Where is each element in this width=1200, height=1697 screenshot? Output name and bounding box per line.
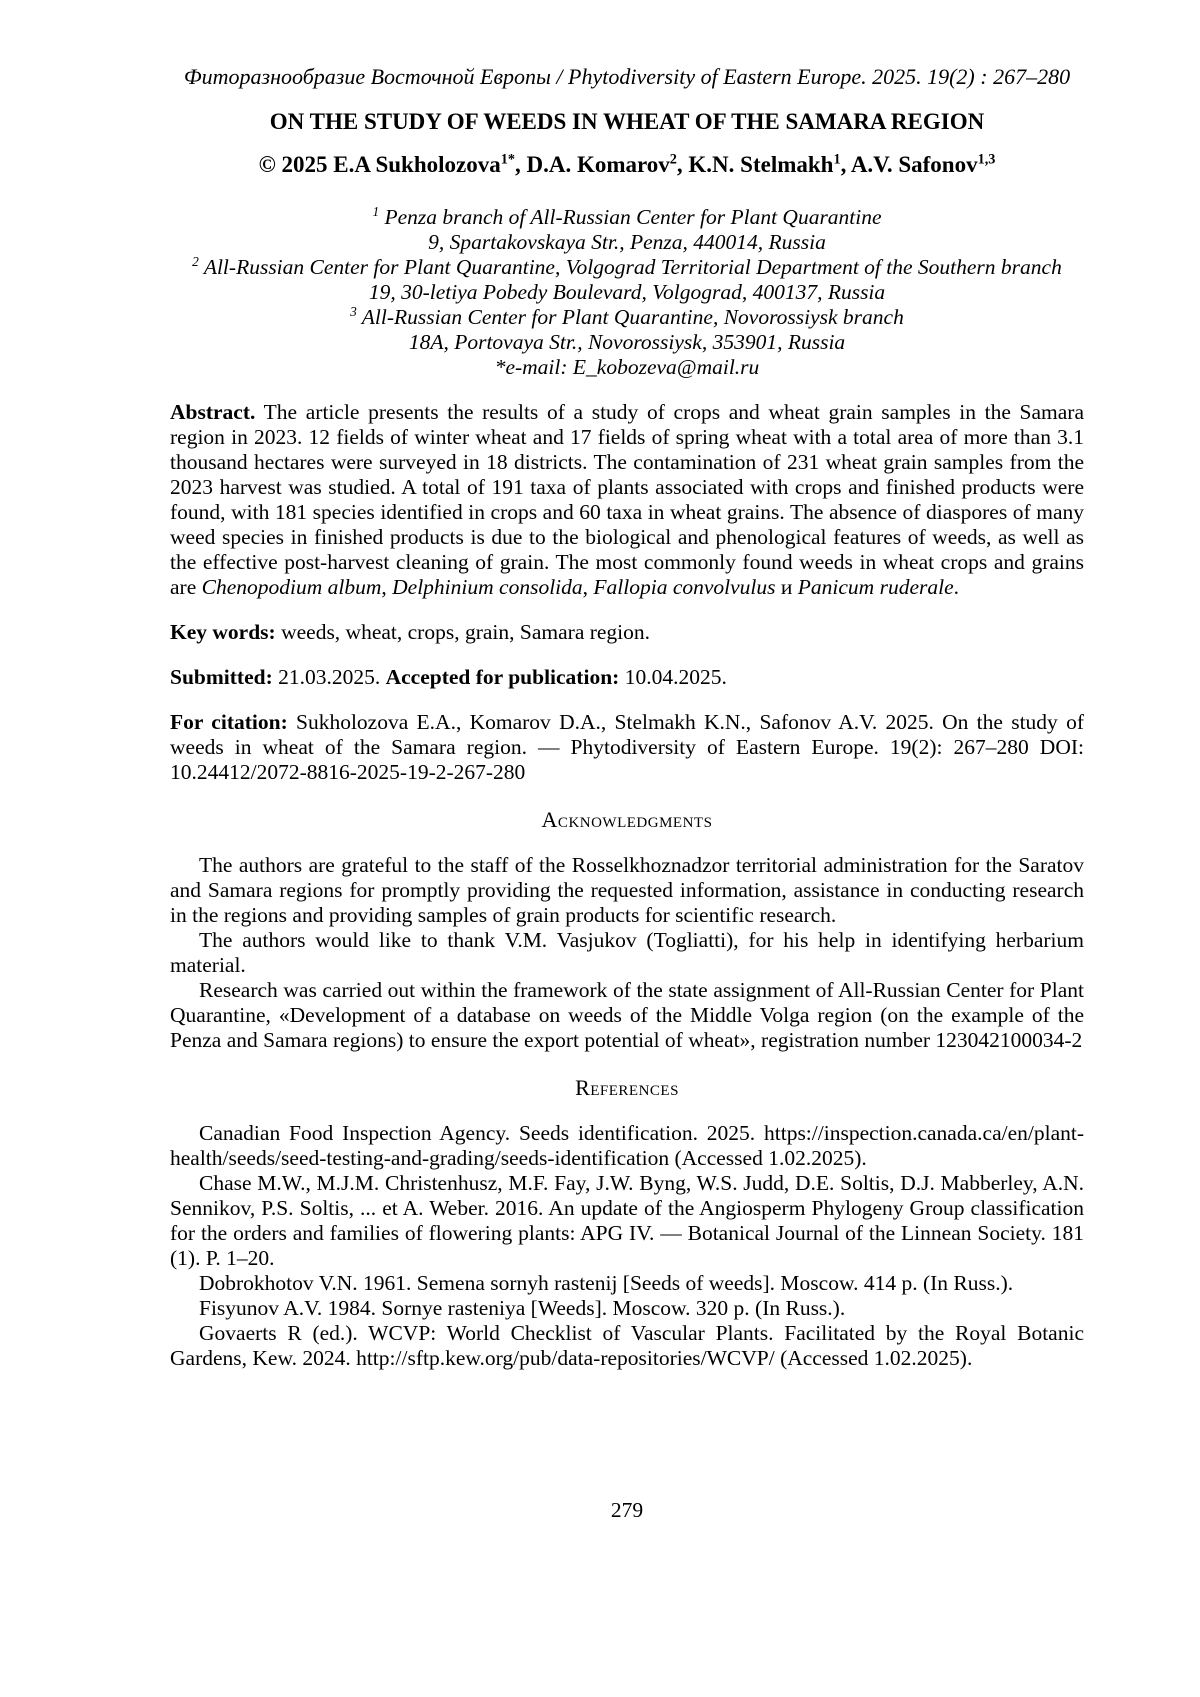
text-segment: , D.A. Komarov	[514, 152, 670, 177]
superscript-marker: 1	[372, 203, 380, 219]
acknowledgment-paragraph: The authors would like to thank V.M. Vasjukov (Togliatti), for his help in identifying herbarium material.	[170, 928, 1084, 977]
text-segment: Chenopodium album	[201, 575, 382, 599]
acknowledgment-paragraph: The authors are grateful to the staff of the Rosselkhoznadzor territorial administration for the Saratov and Samara regions for promptly providing the requested information, assistance in conducting research in the regions and providing samples of grain products for scientific research.	[170, 853, 1084, 927]
affiliation-line	[170, 355, 1084, 380]
superscript-marker: 2	[192, 253, 199, 269]
text-segment: Delphinium consolida	[392, 575, 583, 599]
text-segment: All-Russian Center for Plant Quarantine, Volgograd Territorial Department of the Southern branch	[198, 255, 1062, 279]
text-segment: The article presents the results of a study of crops and wheat grain samples in the Samara region in 2023. 12 fields of winter wheat and 17 fields of spring wheat with a total area of more than 3.1 thousand hectares were surveyed in 18 districts. The contamination of 231 wheat grain samples from the 2023 harvest was studied. A total of 191 taxa of plants associated with crops and finished products were found, with 181 species identified in crops and 60 taxa in wheat grains. The absence of diaspores of many weed species in finished products is due to the biological and phenological features of weeds, as well as the effective post-harvest cleaning of grain. The most commonly found weeds in wheat crops and grains are	[170, 400, 1084, 599]
text-segment: Accepted for publication:	[385, 665, 620, 689]
superscript-marker: 3	[350, 303, 357, 319]
reference-item: Fisyunov A.V. 1984. Sornye rasteniya [Weeds]. Moscow. 320 p. (In Russ.).	[199, 1296, 846, 1320]
journal-header: Фиторазнообразие Восточной Европы / Phytodiversity of Eastern Europe. 2025. 19(2) : 267–280	[183, 64, 1071, 89]
text-segment: ,	[381, 575, 393, 599]
affiliation-line	[170, 305, 1084, 330]
text-segment: .	[953, 575, 959, 599]
paper-title: ON THE STUDY OF WEEDS IN WHEAT OF THE SAMARA REGION	[269, 109, 985, 134]
reference-item: Chase M.W., M.J.M. Christenhusz, M.F. Fay, J.W. Byng, W.S. Judd, D.E. Soltis, D.J. Mabberley, A.N. Sennikov, P.S. Soltis, ... et A. Weber. 2016. An update of the Angiosperm Phylogeny Group classification for the orders and families of flowering plants: APG IV. — Botanical Journal of the Linnean Society. 181 (1). P. 1–20.	[170, 1171, 1084, 1270]
acknowledgments-section	[170, 853, 1084, 1053]
text-segment: All-Russian Center for Plant Quarantine, Novorossiysk branch	[356, 305, 904, 329]
text-segment: 10.04.2025.	[619, 665, 727, 689]
reference-list	[170, 1121, 1084, 1371]
reference-item: Canadian Food Inspection Agency. Seeds identification. 2025. https://inspection.canada.ca/en/plant-health/seeds/seed-testing-and-grading/seeds-identification (Accessed 1.02.2025).	[170, 1121, 1084, 1170]
acknowledgments-heading: Acknowledgments	[541, 807, 713, 832]
reference-item: Dobrokhotov V.N. 1961. Semena sornyh rastenij [Seeds of weeds]. Moscow. 414 p. (In Russ.).	[199, 1271, 1014, 1295]
acknowledgment-paragraph: Research was carried out within the framework of the state assignment of All-Russian Center for Plant Quarantine, «Development of a database on weeds of the Middle Volga region (on the example of the Penza and Samara regions) to ensure the export potential of wheat», registration number 123042100034-2	[170, 978, 1084, 1052]
affiliation-line	[170, 280, 1084, 305]
superscript-marker: 2	[669, 151, 677, 168]
page-number: 279	[610, 1498, 644, 1522]
affiliations-block	[170, 205, 1084, 380]
superscript-marker: 1,3	[977, 151, 996, 168]
text-segment: Key words:	[170, 620, 276, 644]
keywords-line	[170, 620, 1084, 645]
text-segment: Panicum ruderale	[797, 575, 954, 599]
text-segment: ,	[582, 575, 594, 599]
text-segment: и	[775, 575, 798, 599]
text-segment: Sukholozova E.A., Komarov D.A., Stelmakh K.N., Safonov A.V. 2025. On the study of weeds in wheat of the Samara region. — Phytodiversity of Eastern Europe. 19(2): 267–280 DOI: 10.24412/2072-8816-2025-19-2-267-280	[170, 710, 1084, 784]
citation-paragraph	[170, 710, 1084, 785]
text-segment: Penza branch of All-Russian Center for Plant Quarantine	[379, 205, 882, 229]
text-segment: Abstract.	[170, 400, 256, 424]
authors-line	[170, 151, 1084, 179]
text-segment: weeds, wheat, crops, grain, Samara region.	[275, 620, 651, 644]
text-segment: 9, Spartakovskaya Str., Penza, 440014, Russia	[428, 230, 826, 254]
references-heading: References	[575, 1075, 679, 1100]
superscript-marker: 1	[833, 151, 841, 168]
text-segment: *e-mail: E_kobozeva@mail.ru	[494, 355, 760, 379]
text-segment: , K.N. Stelmakh	[676, 152, 834, 177]
text-segment: 21.03.2025.	[272, 665, 386, 689]
affiliation-line	[170, 205, 1084, 230]
text-segment: , A.V. Safonov	[840, 152, 978, 177]
text-segment: 19, 30-letiya Pobedy Boulevard, Volgograd, 400137, Russia	[368, 280, 886, 304]
abstract-paragraph	[170, 400, 1084, 600]
submission-dates-line	[170, 665, 1084, 690]
superscript-marker: 1*	[500, 151, 515, 168]
text-segment: Fallopia convolvulus	[593, 575, 776, 599]
text-segment: 18A, Portovaya Str., Novorossiysk, 353901, Russia	[408, 330, 846, 354]
affiliation-line	[170, 230, 1084, 255]
affiliation-line	[170, 330, 1084, 355]
affiliation-line	[170, 255, 1084, 280]
text-segment: © 2025 E.A Sukholozova	[258, 152, 501, 177]
text-segment: For citation:	[170, 710, 288, 734]
reference-item: Govaerts R (ed.). WCVP: World Checklist of Vascular Plants. Facilitated by the Royal Botanic Gardens, Kew. 2024. http://sftp.kew.org/pub/data-repositories/WCVP/ (Accessed 1.02.2025).	[170, 1321, 1084, 1370]
text-segment: Submitted:	[170, 665, 273, 689]
